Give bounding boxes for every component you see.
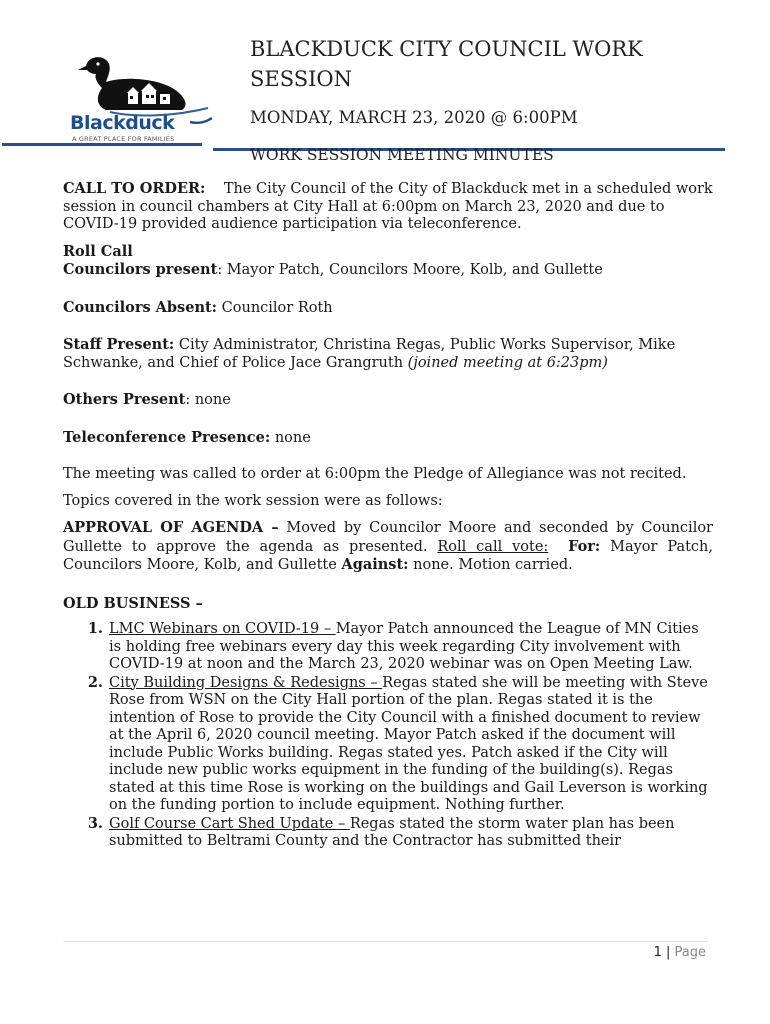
councilors-absent: Councilors Absent: Councilor Roth <box>63 298 333 316</box>
called-to-order-text: The meeting was called to order at 6:00pm the Pledge of Allegiance was not recited. <box>63 466 687 482</box>
meeting-date: MONDAY, MARCH 23, 2020 @ 6:00PM <box>250 108 578 127</box>
logo-wordmark: Blackduck <box>70 112 175 134</box>
document-title: BLACKDUCK CITY COUNCIL WORK SESSION <box>250 37 643 91</box>
header-rule-left <box>2 143 202 146</box>
page-number: 1 <box>653 945 662 960</box>
councilors-present: Councilors present: Mayor Patch, Councilors Moore, Kolb, and Gullette <box>63 261 603 278</box>
document-subtitle: WORK SESSION MEETING MINUTES <box>250 146 554 164</box>
call-to-order-label: CALL TO ORDER: <box>63 180 206 197</box>
list-item: 3. Golf Course Cart Shed Update – Regas stated the storm water plan has been submitted to Beltrami County and the Contractor has submitted their <box>108 815 713 851</box>
roll-call-vote-label: Roll call vote: <box>437 538 549 555</box>
page-label: Page <box>674 945 706 960</box>
page-footer: 1 | Page <box>653 945 706 960</box>
minutes-body <box>63 180 713 851</box>
footer-divider <box>63 941 708 942</box>
call-to-order-paragraph <box>63 180 713 234</box>
call-to-order-text: The City Council of the City of Blackduck met in a scheduled work session in council chambers at City Hall at 6:00pm on March 23, 2020 and due to COVID-19 provided audience participation via teleconference. <box>63 181 713 232</box>
list-item: 2. City Building Designs & Redesigns – Regas stated she will be meeting with Steve Rose from WSN on the City Hall portion of the plan. Regas stated it is the intention of Rose to provide the City Council with a finished document to review at the April 6, 2020 council meeting. Mayor Patch asked if the document will include Public Works building. Regas stated yes. Patch asked if the City will include new public works equipment in the funding of the building(s). Regas stated at this time Rose is working on the buildings and Gail Leverson is working on the funding portion to include equipment. Nothing further. <box>108 674 713 815</box>
list-item: 1. LMC Webinars on COVID-19 – Mayor Patch announced the League of MN Cities is holding free webinars every day this week regarding City involvement with COVID-19 at noon and the March 23, 2020 webinar was on Open Meeting Law. <box>108 620 713 674</box>
roll-call-heading: Roll Call <box>63 242 133 260</box>
old-business-heading: OLD BUSINESS – <box>63 594 203 612</box>
staff-note: (joined meeting at 6:23pm) <box>407 354 608 371</box>
blackduck-logo <box>66 52 216 152</box>
logo-tagline: A GREAT PLACE FOR FAMILIES <box>72 135 175 143</box>
teleconference-presence: Teleconference Presence: none <box>63 428 311 446</box>
approval-of-agenda: APPROVAL OF AGENDA – Moved by Councilor Moore and seconded by Councilor Gullette to approve the agenda as presented. Roll call vote: For: Mayor Patch, Councilors Moore, Kolb, and Gullette Against: none. Motion carried. <box>63 519 713 573</box>
others-present: Others Present: none <box>63 391 231 408</box>
agenda-label: APPROVAL OF AGENDA – <box>63 519 279 536</box>
topics-intro: Topics covered in the work session were as follows: <box>63 492 443 509</box>
old-business-list <box>63 620 713 851</box>
staff-present: Staff Present: City Administrator, Christina Regas, Public Works Supervisor, Mike Schwanke, and Chief of Police Jace Grangruth (joined meeting at 6:23pm) <box>63 336 676 371</box>
